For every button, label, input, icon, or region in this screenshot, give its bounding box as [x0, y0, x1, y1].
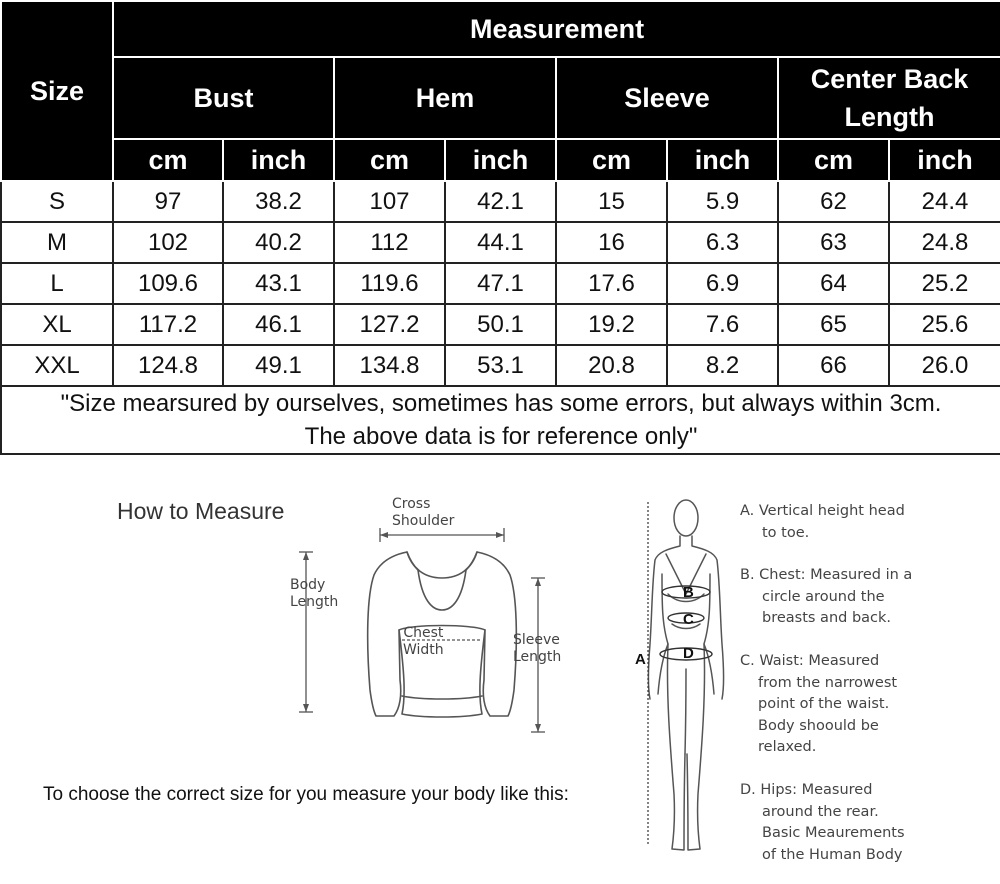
value-cell: 16 [556, 222, 667, 263]
cross-shoulder-label-line: Cross [392, 496, 431, 512]
table-row [1, 263, 1000, 304]
value-cell: 66 [778, 345, 889, 386]
value-cell: 44.1 [445, 222, 556, 263]
sleeve-length-label-line: Sleeve [513, 632, 560, 648]
value-cell: 6.9 [667, 263, 778, 304]
instruction-text: To choose the correct size for you measure your body like this: [43, 784, 569, 805]
size-cell: L [1, 263, 113, 304]
value-cell: 24.4 [889, 181, 1000, 222]
legend-line: D. Hips: Measured [740, 782, 873, 798]
value-cell: 38.2 [223, 181, 334, 222]
value-cell: 42.1 [445, 181, 556, 222]
chest-width-label-line: Width [403, 642, 444, 658]
value-cell: 40.2 [223, 222, 334, 263]
disclaimer-line-2: The above data is for reference only" [304, 423, 698, 450]
table-row [1, 181, 1000, 222]
center-back-length-header: Center Back Length [778, 57, 1000, 139]
letter-d-label: D [683, 645, 694, 662]
cross-shoulder-label-line: Shoulder [392, 513, 455, 529]
unit-header: inch [445, 139, 556, 181]
value-cell: 8.2 [667, 345, 778, 386]
body-figure-diagram [628, 494, 738, 874]
value-cell: 112 [334, 222, 445, 263]
sleeve-length-label-line: Length [513, 649, 562, 665]
unit-header: cm [778, 139, 889, 181]
letter-a-label: A [635, 651, 646, 668]
size-cell: M [1, 222, 113, 263]
unit-header: inch [223, 139, 334, 181]
value-cell: 19.2 [556, 304, 667, 345]
legend-line: Body shoould be [758, 717, 879, 734]
value-cell: 117.2 [113, 304, 223, 345]
value-cell: 107 [334, 181, 445, 222]
value-cell: 124.8 [113, 345, 223, 386]
value-cell: 109.6 [113, 263, 223, 304]
legend-line: Basic Meaurements [762, 825, 905, 841]
value-cell: 119.6 [334, 263, 445, 304]
legend-line: B. Chest: Measured in a [740, 567, 913, 583]
unit-header: cm [556, 139, 667, 181]
table-row [1, 304, 1000, 345]
disclaimer-line-1: "Size mearsured by ourselves, sometimes has some errors, but always within 3cm. [60, 390, 942, 417]
table-row [1, 345, 1000, 386]
legend-line: breasts and back. [762, 610, 892, 626]
legend-line: from the narrowest [758, 674, 898, 691]
chest-width-label-line: Chest [403, 625, 444, 641]
value-cell: 49.1 [223, 345, 334, 386]
letter-b-label: B [683, 584, 694, 601]
legend-b [740, 565, 912, 630]
value-cell: 25.6 [889, 304, 1000, 345]
measurement-header: Measurement [113, 1, 1000, 57]
bust-header: Bust [113, 57, 334, 139]
value-cell: 15 [556, 181, 667, 222]
value-cell: 63 [778, 222, 889, 263]
body-length-label-line: Body [290, 577, 326, 593]
body-length-label [290, 577, 338, 611]
size-cell: S [1, 181, 113, 222]
legend-line: of the Human Body [762, 846, 903, 863]
how-to-measure-title: How to Measure [117, 498, 285, 524]
body-length-label-line: Length [290, 594, 339, 610]
value-cell: 24.8 [889, 222, 1000, 263]
value-cell: 26.0 [889, 345, 1000, 386]
sleeve-length-label [513, 632, 561, 666]
value-cell: 62 [778, 181, 889, 222]
value-cell: 5.9 [667, 181, 778, 222]
size-cell: XXL [1, 345, 113, 386]
unit-header: cm [113, 139, 223, 181]
value-cell: 65 [778, 304, 889, 345]
value-cell: 6.3 [667, 222, 778, 263]
hem-header: Hem [334, 57, 556, 139]
legend-a [740, 501, 905, 544]
legend-line: point of the waist. [758, 696, 890, 712]
value-cell: 20.8 [556, 345, 667, 386]
value-cell: 43.1 [223, 263, 334, 304]
value-cell: 102 [113, 222, 223, 263]
legend-c [740, 651, 897, 759]
value-cell: 97 [113, 181, 223, 222]
size-cell: XL [1, 304, 113, 345]
legend-line: relaxed. [758, 739, 817, 755]
legend-line: A. Vertical height head [740, 503, 905, 519]
disclaimer-note [1, 386, 1000, 454]
value-cell: 127.2 [334, 304, 445, 345]
value-cell: 53.1 [445, 345, 556, 386]
legend-line: C. Waist: Measured [740, 653, 880, 669]
sleeve-header: Sleeve [556, 57, 778, 139]
legend-line: around the rear. [762, 803, 879, 820]
legend-d [740, 780, 905, 866]
letter-c-label: C [683, 611, 694, 628]
value-cell: 7.6 [667, 304, 778, 345]
chest-width-label [403, 625, 444, 659]
value-cell: 64 [778, 263, 889, 304]
value-cell: 47.1 [445, 263, 556, 304]
unit-header: cm [334, 139, 445, 181]
size-header: Size [1, 1, 113, 181]
value-cell: 25.2 [889, 263, 1000, 304]
legend-line: circle around the [762, 588, 885, 605]
unit-header: inch [889, 139, 1000, 181]
value-cell: 50.1 [445, 304, 556, 345]
cross-shoulder-label [392, 496, 454, 530]
legend-line: to toe. [762, 524, 810, 541]
value-cell: 17.6 [556, 263, 667, 304]
unit-header: inch [667, 139, 778, 181]
value-cell: 134.8 [334, 345, 445, 386]
value-cell: 46.1 [223, 304, 334, 345]
table-row [1, 222, 1000, 263]
